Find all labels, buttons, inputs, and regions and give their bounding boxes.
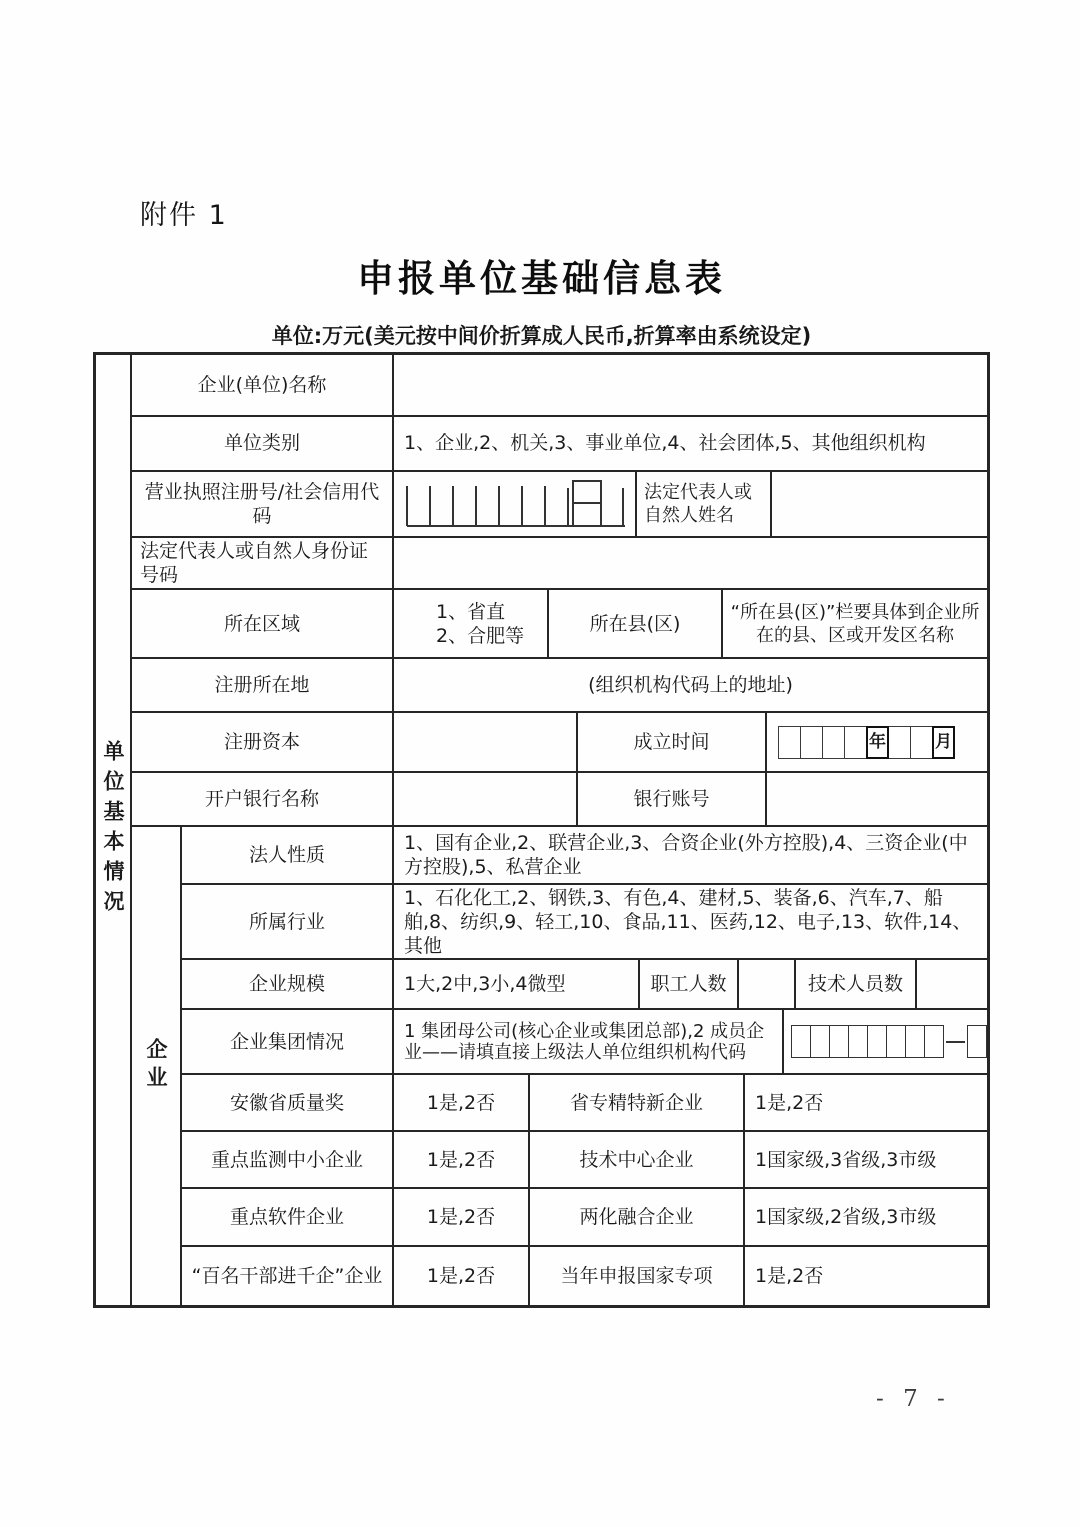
unit-type-label: 单位类别 bbox=[132, 417, 394, 471]
scale-options: 1大,2中,3小,4微型 bbox=[394, 960, 640, 1010]
tech-center-label: 技术中心企业 bbox=[530, 1132, 745, 1189]
org-code-grid bbox=[792, 1025, 987, 1058]
license-code-boxes bbox=[394, 472, 637, 538]
founding-date-boxes bbox=[767, 713, 987, 772]
form-table bbox=[93, 352, 990, 1308]
unit-type-options: 1、企业,2、机关,3、事业单位,4、社会团体,5、其他组织机构 bbox=[394, 417, 987, 471]
code-box bbox=[829, 1025, 849, 1058]
enterprise-column bbox=[132, 827, 182, 1305]
specialized-opt: 1是,2否 bbox=[745, 1075, 987, 1132]
national-project-label: 当年申报国家专项 bbox=[530, 1247, 745, 1305]
software-opt: 1是,2否 bbox=[394, 1189, 530, 1247]
tech-center-opt: 1国家级,3省级,3市级 bbox=[745, 1132, 987, 1189]
month-box: 月 bbox=[932, 726, 955, 759]
row-bank bbox=[132, 773, 987, 827]
code-dash bbox=[946, 1041, 965, 1043]
industry-options: 1、石化化工,2、钢铁,3、有色,4、建材,5、装备,6、汽车,7、船舶,8、纺织,9、轻工,10、食品,11、医药,12、电子,13、软件,14、其他 bbox=[394, 885, 987, 960]
county-label: 所在县(区) bbox=[549, 590, 723, 659]
date-digit-box bbox=[800, 726, 823, 759]
attachment-label: 附件 1 bbox=[140, 200, 228, 231]
row-region bbox=[132, 590, 987, 659]
tech-count-label: 技术人员数 bbox=[796, 960, 917, 1010]
legal-nature-label: 法人性质 bbox=[182, 827, 394, 885]
date-digit-box bbox=[888, 726, 911, 759]
staff-count-label: 职工人数 bbox=[640, 960, 739, 1010]
section-column bbox=[96, 355, 132, 1305]
unit-note: 单位:万元(美元按中间价折算成人民币,折算率由系统设定) bbox=[271, 324, 812, 348]
license-label: 营业执照注册号/社会信用代码 bbox=[132, 472, 394, 538]
enterprise-block bbox=[132, 827, 987, 1305]
address-label: 注册所在地 bbox=[132, 659, 394, 713]
software-label: 重点软件企业 bbox=[182, 1189, 394, 1247]
bank-account-label: 银行账号 bbox=[578, 773, 767, 827]
region-label: 所在区域 bbox=[132, 590, 394, 659]
row-unit-type bbox=[132, 417, 987, 471]
idcard-label: 法定代表人或自然人身份证号码 bbox=[132, 538, 394, 590]
region-option-2: 2、合肥等 bbox=[436, 624, 525, 647]
group-code-boxes bbox=[784, 1010, 987, 1075]
quality-award-opt: 1是,2否 bbox=[394, 1075, 530, 1132]
row-industry bbox=[182, 885, 987, 960]
idcard-value bbox=[394, 538, 987, 590]
capital-value bbox=[394, 713, 578, 772]
code-box bbox=[924, 1025, 944, 1058]
founding-date-label: 成立时间 bbox=[578, 713, 767, 772]
page-number: - 7 - bbox=[876, 1386, 951, 1412]
integration-label: 两化融合企业 bbox=[530, 1189, 745, 1247]
specialized-label: 省专精特新企业 bbox=[530, 1075, 745, 1132]
row-legal-nature bbox=[182, 827, 987, 885]
row-idcard bbox=[132, 538, 987, 590]
year-box: 年 bbox=[866, 726, 889, 759]
group-options: 1 集团母公司(核心企业或集团总部),2 成员企业——请填直接上级法人单位组织机构代码 bbox=[394, 1010, 784, 1075]
row-address bbox=[132, 659, 987, 713]
code-box bbox=[867, 1025, 887, 1058]
region-options bbox=[394, 590, 549, 659]
code-box bbox=[810, 1025, 830, 1058]
code-box bbox=[886, 1025, 906, 1058]
code-box bbox=[967, 1025, 987, 1058]
monitor-opt: 1是,2否 bbox=[394, 1132, 530, 1189]
date-digit-box bbox=[844, 726, 867, 759]
monitor-label: 重点监测中小企业 bbox=[182, 1132, 394, 1189]
row-quality-award bbox=[182, 1075, 987, 1132]
group-label: 企业集团情况 bbox=[182, 1010, 394, 1075]
row-monitor bbox=[182, 1132, 987, 1189]
date-digit-box bbox=[910, 726, 933, 759]
date-digit-box bbox=[778, 726, 801, 759]
row-license bbox=[132, 472, 987, 538]
section-vertical-label: 单位基本情况 bbox=[101, 740, 125, 920]
integration-opt: 1国家级,2省级,3市级 bbox=[745, 1189, 987, 1247]
code-box bbox=[905, 1025, 925, 1058]
row-capital bbox=[132, 713, 987, 772]
code-box bbox=[848, 1025, 868, 1058]
bank-name-value bbox=[394, 773, 578, 827]
industry-label: 所属行业 bbox=[182, 885, 394, 960]
bank-account-value bbox=[767, 773, 987, 827]
legal-rep-value bbox=[772, 472, 987, 538]
region-option-1: 1、省直 bbox=[436, 600, 506, 623]
row-unit-name bbox=[132, 355, 987, 417]
date-grid bbox=[779, 726, 955, 759]
address-hint: (组织机构代码上的地址) bbox=[394, 659, 987, 713]
national-project-opt: 1是,2否 bbox=[755, 1265, 824, 1287]
form-title: 申报单位基础信息表 bbox=[357, 257, 726, 300]
staff-count-value bbox=[739, 960, 796, 1010]
code-comb-grid bbox=[401, 476, 629, 532]
code-box bbox=[791, 1025, 811, 1058]
county-note: “所在县(区)”栏要具体到企业所在的县、区或开发区名称 bbox=[723, 590, 987, 659]
date-digit-box bbox=[822, 726, 845, 759]
row-software bbox=[182, 1189, 987, 1247]
capital-label: 注册资本 bbox=[132, 713, 394, 772]
row-group bbox=[182, 1010, 987, 1075]
legal-nature-options: 1、国有企业,2、联营企业,3、合资企业(外方控股),4、三资企业(中方控股),5、私营企业 bbox=[394, 827, 987, 885]
scale-label: 企业规模 bbox=[182, 960, 394, 1010]
tech-count-value bbox=[917, 960, 987, 1010]
quality-award-label: 安徽省质量奖 bbox=[182, 1075, 394, 1132]
row-hundred-cadres bbox=[182, 1247, 987, 1305]
row-scale bbox=[182, 960, 987, 1010]
hundred-cadres-label: “百名干部进千企”企业 bbox=[182, 1247, 394, 1305]
legal-rep-label: 法定代表人或自然人姓名 bbox=[637, 472, 772, 538]
hundred-cadres-opt: 1是,2否 bbox=[394, 1247, 530, 1305]
unit-name-value bbox=[394, 355, 987, 417]
unit-name-label: 企业(单位)名称 bbox=[132, 355, 394, 417]
enterprise-vertical-label: 企业 bbox=[144, 1038, 168, 1094]
bank-label: 开户银行名称 bbox=[132, 773, 394, 827]
